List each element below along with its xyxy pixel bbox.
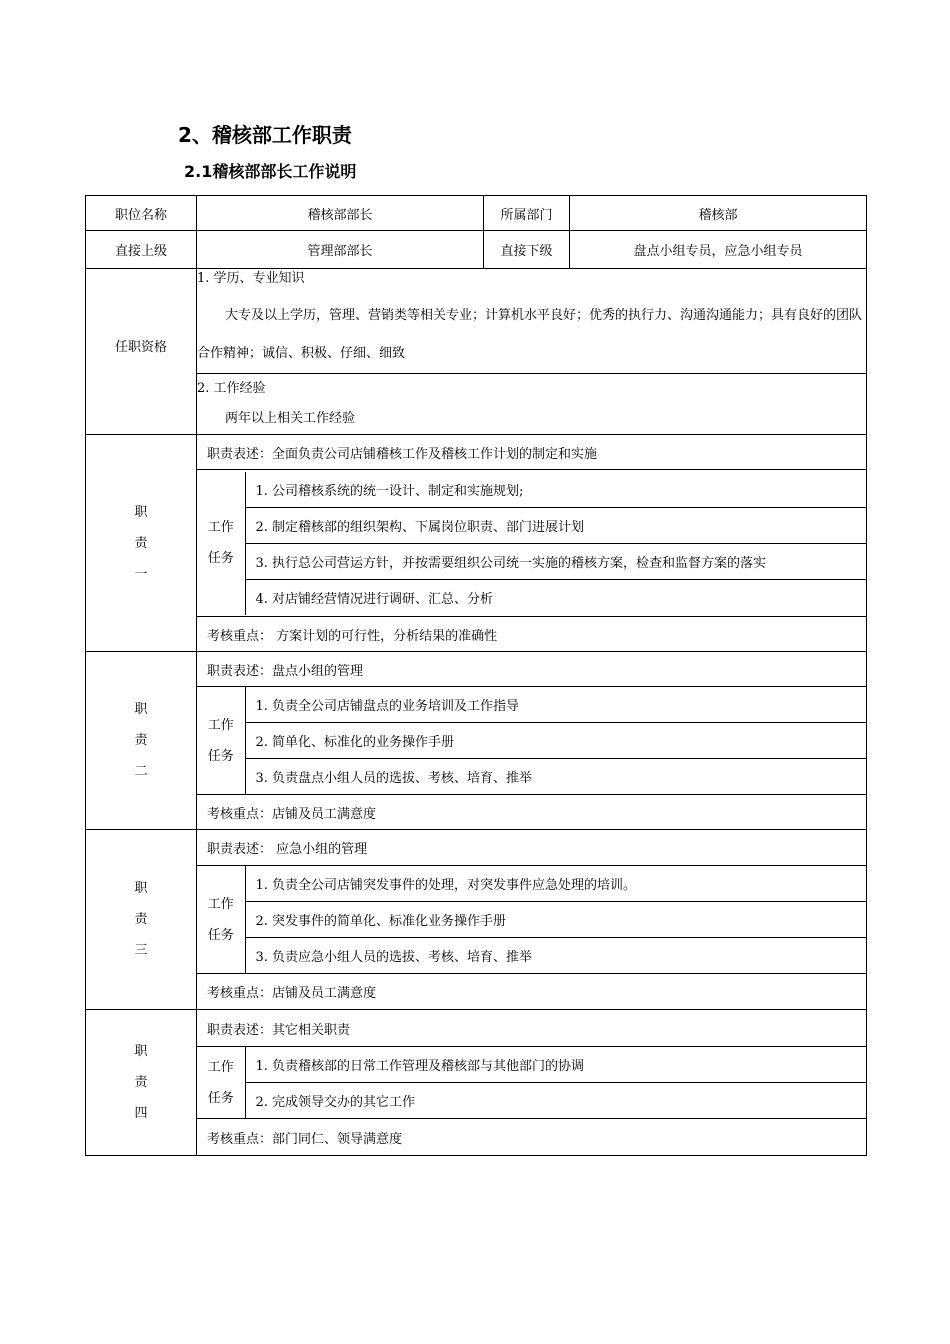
task-label — [197, 866, 245, 973]
task-label-line: 任务 — [207, 748, 234, 764]
duty-row — [86, 1010, 867, 1047]
task-label — [197, 687, 245, 794]
task-item: 1. 负责稽核部的日常工作管理及稽核部与其他部门的协调 — [255, 1059, 585, 1074]
department-label: 所属部门 — [484, 196, 570, 231]
task-item: 2. 制定稽核部的组织架构、下属岗位职责、部门进展计划 — [245, 507, 866, 543]
education-title: 1. 学历、专业知识 — [197, 271, 305, 286]
duty-label-char: 四 — [134, 1106, 148, 1121]
duty-focus: 考核重点：店铺及员工满意度 — [197, 974, 867, 1010]
task-item: 3. 负责盘点小组人员的选拔、考核、培育、推举 — [245, 759, 866, 795]
duty-label-char: 职 — [134, 881, 148, 896]
duty-label-char: 职 — [134, 504, 148, 520]
duty-tasks-cell — [197, 687, 867, 795]
task-label-line: 工作 — [207, 717, 234, 733]
duty-tasks-row — [86, 470, 867, 617]
duty-label-4 — [86, 1010, 197, 1156]
superior-label: 直接上级 — [86, 231, 197, 269]
duty-statement: 职责表述：盘点小组的管理 — [197, 652, 867, 687]
experience-title: 2. 工作经验 — [197, 381, 266, 396]
duty-focus-row — [86, 795, 867, 830]
table-row — [86, 196, 867, 231]
task-item: 1. 负责全公司店铺突发事件的处理，对突发事件应急处理的培训。 — [255, 878, 637, 893]
duty-tasks-row — [86, 687, 867, 795]
duty-row — [86, 435, 867, 470]
duty-label-char: 责 — [134, 912, 148, 927]
task-item: 2. 简单化、标准化的业务操作手册 — [245, 723, 866, 759]
duty-tasks-row — [86, 866, 867, 974]
experience-cell — [197, 374, 867, 435]
task-item: 1. 公司稽核系统的统一设计、制定和实施规划; — [255, 483, 524, 499]
table-row — [86, 269, 867, 374]
duty-statement: 职责表述：其它相关职责 — [197, 1010, 867, 1047]
task-label — [197, 1047, 245, 1118]
duty-focus: 考核重点：部门同仁、领导满意度 — [197, 1119, 867, 1156]
table-row — [86, 231, 867, 269]
duty-label-char: 二 — [134, 764, 148, 779]
education-cell — [197, 269, 867, 374]
duty-focus: 考核重点：店铺及员工满意度 — [197, 795, 867, 830]
duty-tasks-cell — [197, 470, 867, 617]
duty-label-1 — [86, 435, 197, 652]
task-item: 3. 负责应急小组人员的选拔、考核、培育、推举 — [245, 938, 866, 974]
subsection-heading: 2.1稽核部部长工作说明 — [184, 162, 357, 181]
task-label-line: 任务 — [207, 1090, 234, 1106]
duty-row — [86, 830, 867, 866]
qualification-label: 任职资格 — [86, 269, 197, 435]
duty-tasks-row — [86, 1047, 867, 1119]
duty-row — [86, 652, 867, 687]
task-item: 3. 执行总公司营运方针，并按需要组织公司统一实施的稽核方案，检查和监督方案的落实 — [245, 543, 866, 579]
job-description-table — [85, 195, 866, 1156]
task-item: 1. 负责全公司店铺盘点的业务培训及工作指导 — [255, 699, 520, 714]
task-label-line: 工作 — [207, 1059, 234, 1075]
task-item: 2. 突发事件的简单化、标准化业务操作手册 — [245, 902, 866, 938]
duty-statement: 职责表述： 应急小组的管理 — [197, 830, 867, 866]
education-body: 大专及以上学历，管理、营销类等相关专业；计算机水平良好；优秀的执行力、沟通沟通能力；具有良好的团队合作精神；诚信、积极、仔细、细致 — [197, 308, 863, 361]
task-item: 4. 对店铺经营情况进行调研、汇总、分析 — [245, 579, 866, 615]
task-label-line: 任务 — [207, 927, 234, 943]
duty-label-char: 责 — [134, 1075, 148, 1090]
position-name-label: 职位名称 — [86, 196, 197, 231]
duty-tasks-cell — [197, 866, 867, 974]
section-heading: 2、稽核部工作职责 — [178, 123, 352, 147]
duty-label-char: 职 — [134, 1044, 148, 1059]
task-item: 2. 完成领导交办的其它工作 — [245, 1083, 866, 1119]
task-label-line: 工作 — [207, 520, 234, 535]
duty-label-3 — [86, 830, 197, 1010]
duty-label-char: 一 — [134, 566, 148, 582]
duty-label-char: 三 — [134, 943, 148, 958]
superior-value: 管理部部长 — [197, 231, 484, 269]
duty-focus-row — [86, 974, 867, 1010]
duty-tasks-cell — [197, 1047, 867, 1119]
task-label-line: 任务 — [207, 551, 234, 566]
department-value: 稽核部 — [570, 196, 867, 231]
duty-label-2 — [86, 652, 197, 830]
table-row — [86, 374, 867, 435]
duty-label-char: 责 — [134, 535, 148, 551]
duty-label-char: 责 — [134, 733, 148, 748]
duty-statement: 职责表述：全面负责公司店铺稽核工作及稽核工作计划的制定和实施 — [197, 435, 867, 470]
subordinate-label: 直接下级 — [484, 231, 570, 269]
duty-focus: 考核重点： 方案计划的可行性，分析结果的准确性 — [197, 617, 867, 652]
duty-focus-row — [86, 617, 867, 652]
experience-body: 两年以上相关工作经验 — [225, 411, 356, 426]
task-label — [197, 472, 245, 615]
duty-label-char: 职 — [134, 702, 148, 717]
duty-focus-row — [86, 1119, 867, 1156]
subordinate-value: 盘点小组专员，应急小组专员 — [570, 231, 867, 269]
task-label-line: 工作 — [207, 896, 234, 912]
position-name-value: 稽核部部长 — [197, 196, 484, 231]
